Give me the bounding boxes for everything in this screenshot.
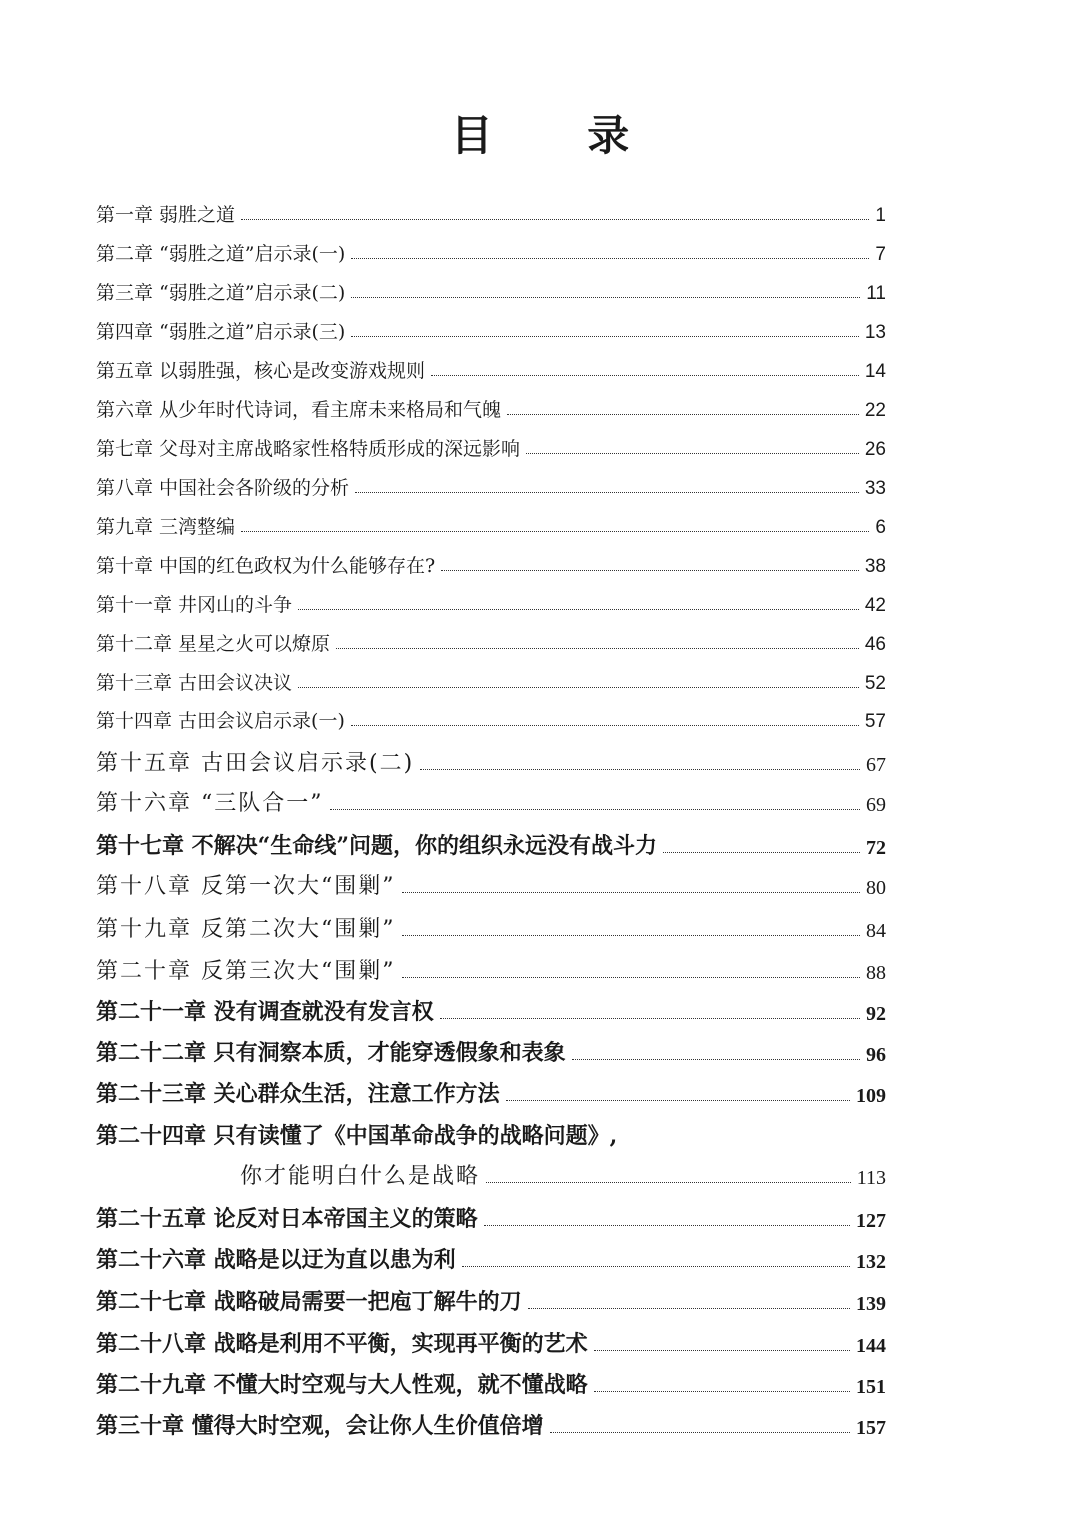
toc-entry [96,1327,886,1358]
leader-dots [351,725,859,726]
leader-dots [506,1100,850,1101]
toc-entry-page: 69 [866,794,886,816]
toc-entry-label: 第十六章 “三队合一” [96,791,324,816]
toc-entry [96,1119,886,1150]
toc-entry-page: 26 [864,439,886,460]
leader-dots [420,769,860,770]
toc-entry-page: 11 [866,283,886,304]
toc-entry-page: 6 [875,517,886,538]
leader-dots [402,977,861,978]
toc-entry-page: 72 [866,837,886,859]
toc-entry-continuation [240,1159,886,1190]
leader-dots [663,852,860,853]
toc-entry-page: 7 [875,244,886,265]
leader-dots [594,1350,850,1351]
toc-entry [96,1409,886,1440]
toc-entry-label: 第一章 弱胜之道 [96,204,236,226]
toc-entry-page: 88 [866,962,886,984]
toc-entry-page: 96 [866,1044,886,1066]
toc-entry [96,995,886,1026]
toc-entry-page: 151 [856,1376,886,1398]
toc-entry [96,1285,886,1316]
toc-entry [96,1036,886,1067]
toc-entry-label: 第十三章 古田会议决议 [96,672,293,694]
leader-dots [402,935,861,936]
toc-entry-page: 14 [864,361,886,382]
leader-dots [507,414,859,415]
toc-entry-page: 13 [864,322,886,343]
toc-entry [96,356,886,383]
toc-entry-label: 第二十三章 关心群众生活，注意工作方法 [96,1081,500,1107]
toc-entry [96,869,886,900]
toc-entry [96,200,886,227]
toc-entry-page: 67 [866,754,886,776]
toc-entry-label: 你才能明白什么是战略 [240,1164,481,1189]
toc-entry [96,786,886,817]
toc-entry [96,551,886,578]
toc-entry-label: 第八章 中国社会各阶级的分析 [96,477,350,499]
page-title: 目 录 [450,111,670,160]
toc-entry [96,434,886,461]
leader-dots [298,609,859,610]
toc-entry-label: 第十章 中国的红色政权为什么能够存在? [96,555,436,577]
leader-dots [440,1018,860,1019]
toc-entry-page: 22 [864,400,886,421]
toc-entry-page: 144 [856,1335,886,1357]
toc-entry-label: 第二十八章 战略是利用不平衡，实现再平衡的艺术 [96,1331,588,1357]
toc-entry-page: 80 [866,877,886,899]
toc-entry-page: 42 [864,595,886,616]
leader-dots [484,1225,850,1226]
toc-entry-page: 57 [864,711,886,732]
toc-entry-page: 1 [875,205,886,226]
toc-entry-page: 46 [864,634,886,655]
toc-entry [96,395,886,422]
toc-entry-label: 第二十六章 战略是以迂为直以患为利 [96,1247,456,1273]
toc-entry-label: 第二十七章 战略破局需要一把庖丁解牛的刀 [96,1289,522,1315]
toc-entry [96,473,886,500]
leader-dots [462,1266,850,1267]
leader-dots [241,219,869,220]
toc-entry [96,1077,886,1108]
leader-dots [594,1391,850,1392]
leader-dots [298,687,859,688]
toc-entry-label: 第二十五章 论反对日本帝国主义的策略 [96,1206,478,1232]
toc-entry-label: 第二章 “弱胜之道”启示录(一) [96,243,346,265]
toc-entry [96,317,886,344]
leader-dots [402,892,861,893]
toc-entry-page: 92 [866,1003,886,1025]
toc-entry-page: 52 [864,673,886,694]
toc-entry-label: 第十五章 古田会议启示录(二) [96,751,415,776]
leader-dots [241,531,869,532]
toc-entry-label: 第九章 三湾整编 [96,516,236,538]
leader-dots [336,648,859,649]
toc-entry-label: 第五章 以弱胜强，核心是改变游戏规则 [96,360,426,382]
toc-entry-label: 第二十二章 只有洞察本质，才能穿透假象和表象 [96,1040,566,1066]
toc-entry-label: 第十八章 反第一次大“围剿” [96,874,396,899]
toc-entry-label: 第十二章 星星之火可以燎原 [96,633,331,655]
toc-entry [96,706,886,733]
leader-dots [330,809,861,810]
toc-entry [96,278,886,305]
toc-entry-page: 113 [856,1167,886,1189]
leader-dots [351,336,859,337]
toc-entry-page: 157 [856,1417,886,1439]
toc-entry-page: 33 [864,478,886,499]
toc-entry [96,912,886,943]
toc-entry-label: 第二十一章 没有调查就没有发言权 [96,999,434,1025]
leader-dots [351,258,869,259]
toc-entry-label: 第六章 从少年时代诗词，看主席未来格局和气魄 [96,399,502,421]
toc-entry-label: 第二十四章 只有读懂了《中国革命战争的战略问题》, [96,1123,618,1149]
leader-dots [526,453,859,454]
toc-entry-label: 第二十章 反第三次大“围剿” [96,959,396,984]
toc-entry [96,954,886,985]
toc-entry-label: 第十七章 不解决“生命线”问题，你的组织永远没有战斗力 [96,833,657,859]
toc-entry-label: 第十一章 井冈山的斗争 [96,594,293,616]
leader-dots [441,570,859,571]
toc-entry-page: 132 [856,1251,886,1273]
leader-dots [528,1308,850,1309]
toc-entry [96,668,886,695]
leader-dots [431,375,859,376]
toc-entry-page: 109 [856,1085,886,1107]
toc-entry [96,1243,886,1274]
toc-entry-label: 第三十章 懂得大时空观，会让你人生价值倍增 [96,1413,544,1439]
leader-dots [355,492,859,493]
leader-dots [550,1432,850,1433]
toc-entry-page: 127 [856,1210,886,1232]
toc-entry [96,1202,886,1233]
leader-dots [351,297,860,298]
toc-entry-label: 第十九章 反第二次大“围剿” [96,917,396,942]
toc-entry-page: 84 [866,920,886,942]
toc-entry [96,512,886,539]
toc-entry-label: 第四章 “弱胜之道”启示录(三) [96,321,346,343]
toc-entry [96,829,886,860]
toc-entry-label: 第十四章 古田会议启示录(一) [96,710,345,732]
toc-entry-page: 139 [856,1293,886,1315]
toc-entry [96,1368,886,1399]
toc-entry [96,239,886,266]
toc-entry [96,590,886,617]
toc-entry [96,629,886,656]
toc-entry-label: 第三章 “弱胜之道”启示录(二) [96,282,346,304]
toc-entry-label: 第七章 父母对主席战略家性格特质形成的深远影响 [96,438,521,460]
toc-entry [96,746,886,777]
toc-entry-label: 第二十九章 不懂大时空观与大人性观，就不懂战略 [96,1372,588,1398]
leader-dots [486,1182,851,1183]
toc-entry-page: 38 [864,556,886,577]
leader-dots [572,1059,860,1060]
